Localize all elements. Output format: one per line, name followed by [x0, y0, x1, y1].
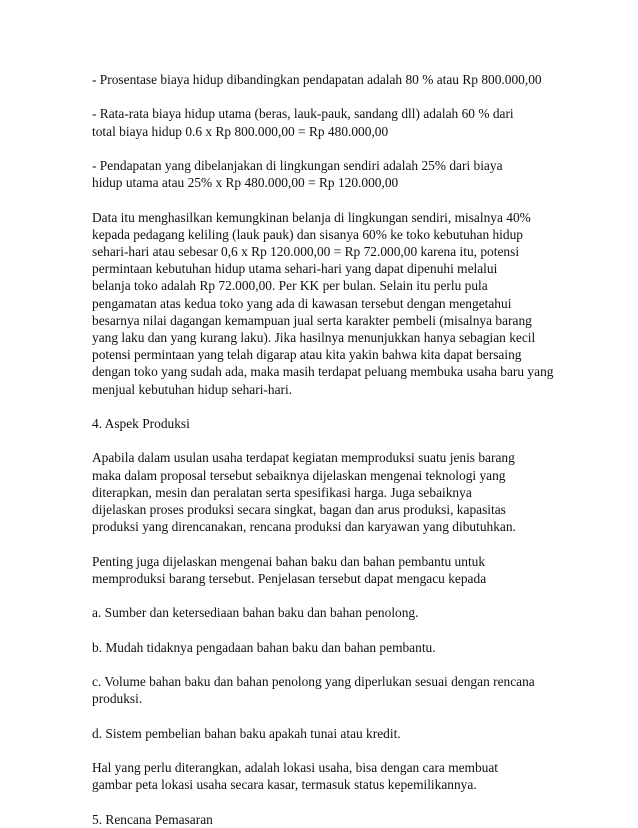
- text-line: hidup utama atau 25% x Rp 480.000,00 = Rp 120.000,00: [92, 175, 399, 191]
- text-line: gambar peta lokasi usaha secara kasar, termasuk status kepemilikannya.: [92, 777, 477, 793]
- text-line: memproduksi barang tersebut. Penjelasan tersebut dapat mengacu kepada: [92, 570, 487, 586]
- text-line: Penting juga dijelaskan mengenai bahan baku dan bahan pembantu untuk: [92, 553, 486, 569]
- text-line: pengamatan atas kedua toko yang ada di kawasan tersebut dengan mengetahui: [92, 295, 512, 311]
- paragraph: [92, 639, 578, 656]
- text-line: kepada pedagang keliling (lauk pauk) dan sisanya 60% ke toko kebutuhan hidup: [92, 226, 523, 242]
- text-line: yang laku dan yang kurang laku). Jika hasilnya menunjukkan hanya sebagian kecil: [92, 330, 536, 345]
- text-line: menjual kebutuhan hidup sehari-hari.: [92, 381, 293, 397]
- text-line: a. Sumber dan ketersediaan bahan baku dan bahan penolong.: [92, 605, 419, 621]
- paragraph: [92, 449, 578, 535]
- text-line: total biaya hidup 0.6 x Rp 800.000,00 = Rp 480.000,00: [92, 123, 389, 139]
- text-line: Hal yang perlu diterangkan, adalah lokasi usaha, bisa dengan cara membuat: [92, 759, 499, 775]
- paragraph: [92, 604, 578, 621]
- text-line: - Rata-rata biaya hidup utama (beras, lauk-pauk, sandang dll) adalah 60 % dari: [92, 106, 514, 122]
- text-line: produksi.: [92, 691, 143, 707]
- paragraph: [92, 759, 578, 793]
- text-line: d. Sistem pembelian bahan baku apakah tunai atau kredit.: [92, 725, 401, 741]
- text-line: besarnya nilai dagangan kemampuan jual serta karakter pembeli (misalnya barang: [92, 312, 532, 328]
- text-line: 5. Rencana Pemasaran: [92, 811, 213, 827]
- text-line: b. Mudah tidaknya pengadaan bahan baku dan bahan pembantu.: [92, 639, 436, 655]
- text-line: Apabila dalam usulan usaha terdapat kegiatan memproduksi suatu jenis barang: [92, 450, 515, 466]
- text-line: dijelaskan proses produksi secara singkat, bagan dan arus produksi, kapasitas: [92, 502, 506, 517]
- paragraph: [92, 725, 578, 742]
- text-line: potensi permintaan yang telah digarap atau kita yakin bahwa kita dapat bersaing: [92, 347, 522, 363]
- paragraph: [92, 673, 578, 707]
- paragraph: [92, 71, 578, 88]
- paragraph: [92, 553, 578, 587]
- paragraph: [92, 105, 578, 139]
- text-line: 4. Aspek Produksi: [92, 416, 190, 431]
- text-line: permintaan kebutuhan hidup utama sehari-hari yang dapat dipenuhi melalui: [92, 261, 498, 277]
- text-line: diterapkan, mesin dan peralatan serta spesifikasi harga. Juga sebaiknya: [92, 484, 472, 500]
- text-line: c. Volume bahan baku dan bahan penolong yang diperlukan sesuai dengan rencana: [92, 673, 535, 689]
- text-line: - Pendapatan yang dibelanjakan di lingkungan sendiri adalah 25% dari biaya: [92, 157, 503, 173]
- text-line: produksi yang direncanakan, rencana produksi dan karyawan yang dibutuhkan.: [92, 519, 516, 535]
- text-line: maka dalam proposal tersebut sebaiknya dijelaskan mengenai teknologi yang: [92, 467, 506, 483]
- paragraph: [92, 415, 578, 432]
- paragraph: [92, 209, 578, 398]
- text-line: dengan toko yang sudah ada, maka masih terdapat peluang membuka usaha baru yang: [92, 364, 554, 380]
- text-line: Data itu menghasilkan kemungkinan belanja di lingkungan sendiri, misalnya 40%: [92, 209, 531, 225]
- text-line: belanja toko adalah Rp 72.000,00. Per KK per bulan. Selain itu perlu pula: [92, 278, 488, 294]
- text-line: - Prosentase biaya hidup dibandingkan pendapatan adalah 80 % atau Rp 800.000,00: [92, 72, 542, 87]
- paragraph: [92, 157, 578, 191]
- text-line: sehari-hari atau sebesar 0,6 x Rp 120.000,00 = Rp 72.000,00 karena itu, potensi: [92, 243, 520, 259]
- paragraph: [92, 811, 578, 828]
